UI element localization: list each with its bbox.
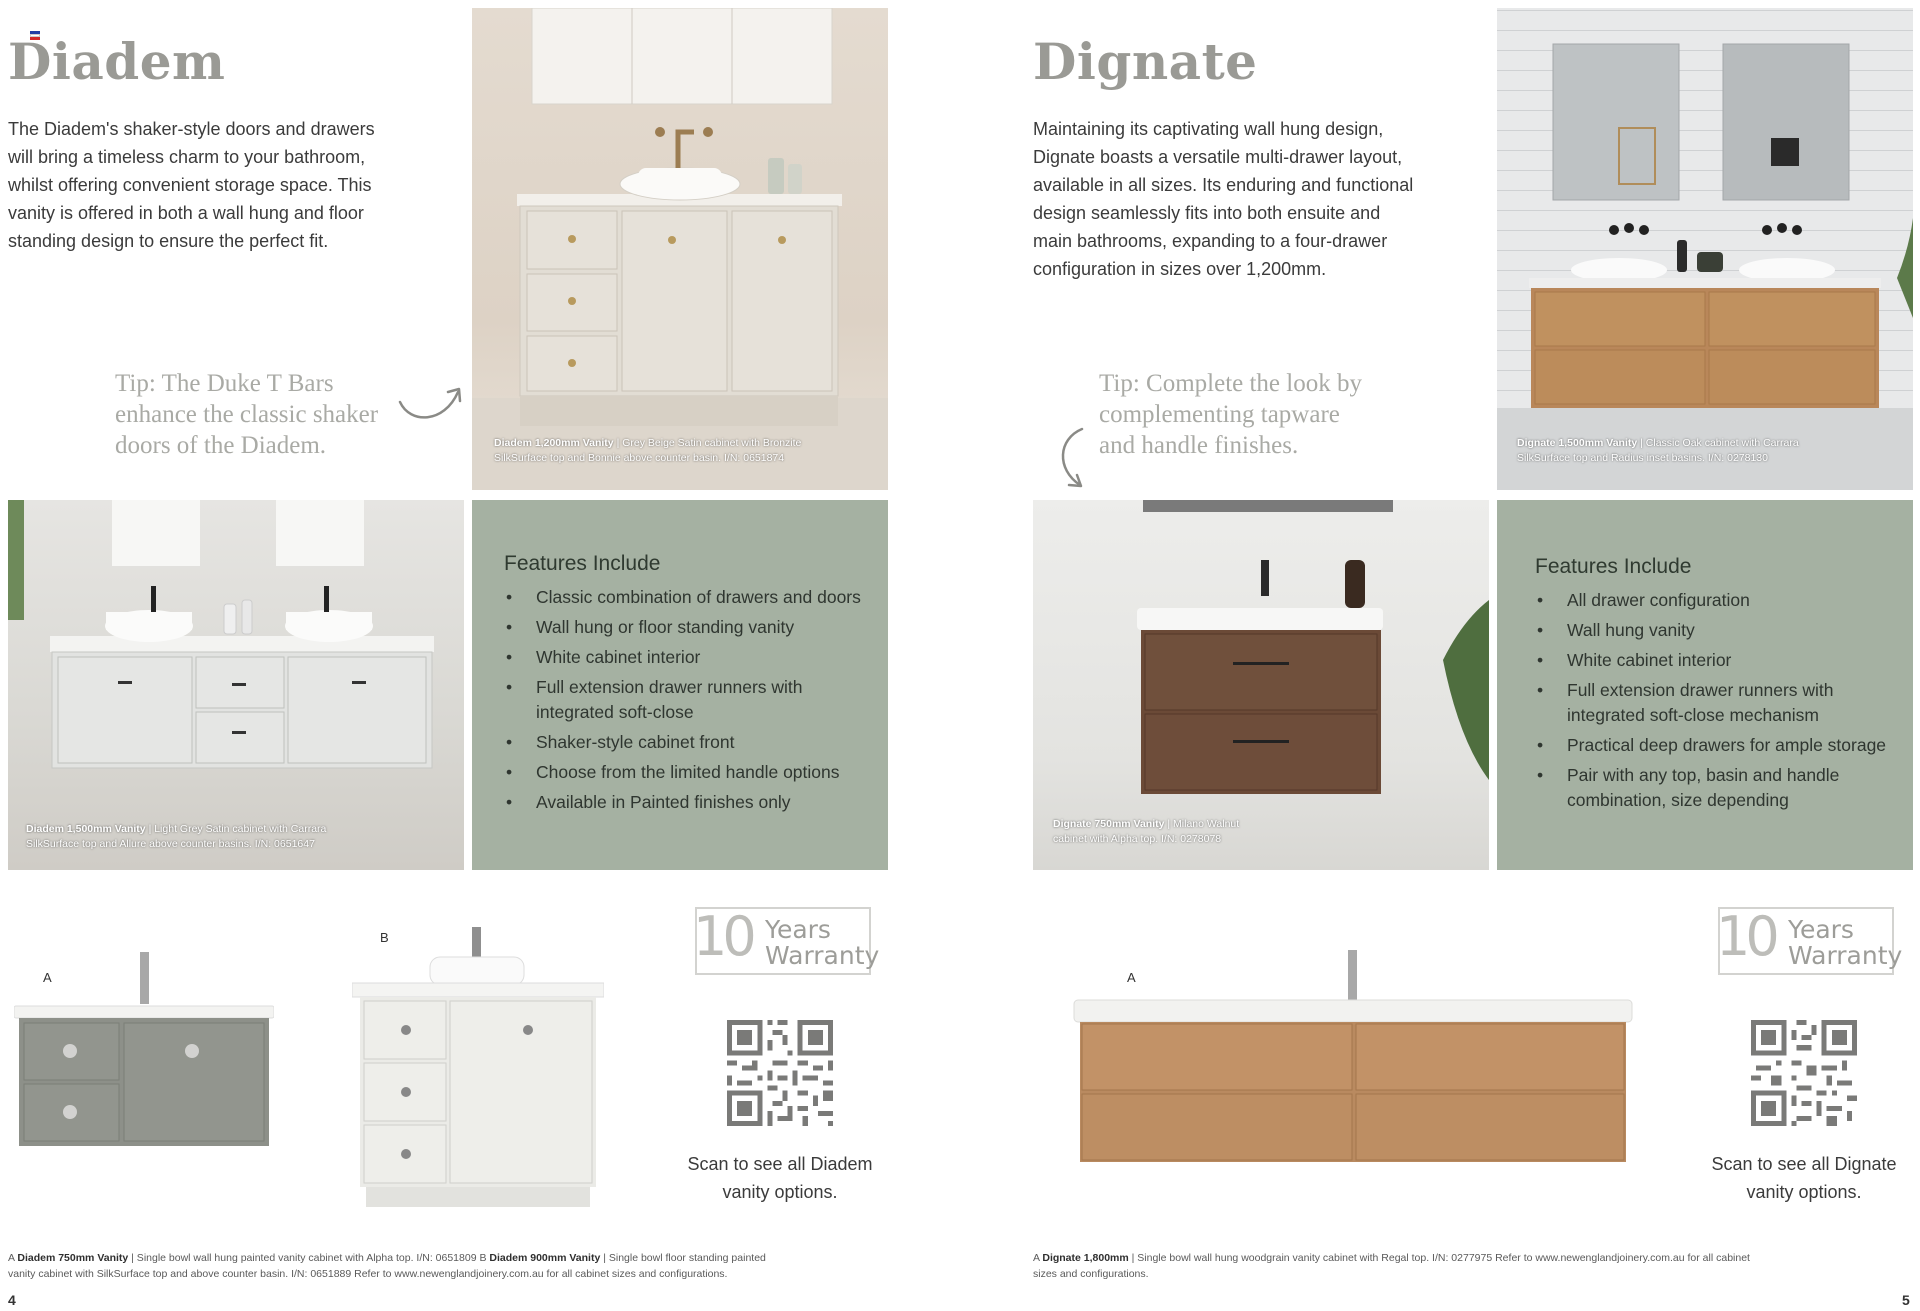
product-label-b: B bbox=[380, 930, 389, 945]
product-diadem-750 bbox=[14, 950, 274, 1180]
footer-note-diadem bbox=[8, 1250, 908, 1282]
intro-line: available in all sizes. Its enduring and functional bbox=[1033, 175, 1414, 195]
tip-line: complementing tapware bbox=[1099, 401, 1340, 428]
caption-line2: cabinet with Alpha top. I/N: 0278078 bbox=[1053, 833, 1222, 845]
scan-line: vanity options. bbox=[722, 1182, 838, 1202]
intro-line: configuration in sizes over 1,200mm. bbox=[1033, 259, 1327, 279]
feature-item: • Full extension drawer runners with integrated soft-close bbox=[504, 675, 874, 725]
feature-item: • Shaker-style cabinet front bbox=[504, 730, 874, 755]
warranty-badge bbox=[1716, 905, 1903, 975]
scan-text-dignate bbox=[1692, 1150, 1916, 1206]
footer-text: | Single bowl floor standing painted bbox=[600, 1252, 766, 1264]
features-list bbox=[1535, 588, 1905, 818]
intro-line: will bring a timeless charm to your bathroom, bbox=[8, 147, 366, 167]
feature-item: • Practical deep drawers for ample storage bbox=[1535, 733, 1905, 758]
feature-item: • White cabinet interior bbox=[1535, 648, 1905, 673]
tip-line: doors of the Diadem. bbox=[115, 432, 327, 459]
curved-arrow-icon bbox=[396, 380, 466, 430]
vanity-illustration bbox=[1497, 8, 1913, 490]
caption-bold: Dignate 1,500mm Vanity bbox=[1517, 437, 1638, 449]
feature-item: • Wall hung or floor standing vanity bbox=[504, 615, 874, 640]
photo-caption bbox=[494, 436, 884, 466]
tip-line: enhance the classic shaker bbox=[115, 401, 379, 428]
intro-diadem bbox=[8, 115, 428, 255]
caption-bold: Dignate 750mm Vanity bbox=[1053, 818, 1165, 830]
footer-line2: vanity cabinet with SilkSurface top and above counter basin. I/N: 0651889 Refer to www.newenglandjoinery.com.au for all cabinet sizes and configurations. bbox=[8, 1268, 728, 1280]
page-number-right: 5 bbox=[1902, 1292, 1910, 1308]
caption-line2: SilkSurface top and Allure above counter basins. I/N: 0651647 bbox=[26, 838, 315, 850]
scan-line: Scan to see all Diadem bbox=[687, 1154, 873, 1174]
tip-dignate bbox=[1099, 368, 1489, 461]
tip-diadem bbox=[115, 368, 425, 461]
warranty-number: 10 bbox=[693, 905, 752, 968]
footer-marker: B bbox=[479, 1252, 487, 1264]
feature-item: • Choose from the limited handle options bbox=[504, 760, 874, 785]
product-dignate-1800 bbox=[1070, 948, 1636, 1168]
feature-item: • Full extension drawer runners with integrated soft-close mechanism bbox=[1535, 678, 1905, 728]
footer-text: | Single bowl wall hung painted vanity cabinet with Alpha top. I/N: 0651809 bbox=[128, 1252, 477, 1264]
features-heading: Features Include bbox=[1535, 555, 1692, 578]
features-heading: Features Include bbox=[504, 552, 661, 575]
footer-marker: A bbox=[8, 1252, 15, 1264]
intro-line: Maintaining its captivating wall hung design, bbox=[1033, 119, 1384, 139]
photo-diadem-1200 bbox=[472, 8, 888, 490]
intro-line: whilst offering convenient storage space. This bbox=[8, 175, 372, 195]
tip-line: Tip: Complete the look by bbox=[1099, 370, 1362, 397]
footer-line2: sizes and configurations. bbox=[1033, 1268, 1149, 1280]
caption-rest: | Classic Oak cabinet with Carrara bbox=[1637, 437, 1799, 449]
caption-rest: | Grey Beige Satin cabinet with Bronzite bbox=[613, 437, 802, 449]
vanity-illustration bbox=[472, 8, 888, 490]
vanity-illustration bbox=[1033, 500, 1489, 870]
intro-dignate bbox=[1033, 115, 1473, 283]
footer-bold: Diadem 900mm Vanity bbox=[489, 1252, 601, 1264]
page-number-left: 4 bbox=[8, 1292, 16, 1308]
product-diadem-900 bbox=[352, 925, 604, 1210]
page-title-dignate: Dignate bbox=[1033, 32, 1258, 91]
qr-code-dignate[interactable] bbox=[1751, 1020, 1857, 1126]
caption-bold: Diadem 1,500mm Vanity bbox=[26, 823, 146, 835]
caption-rest: | Light Grey Satin cabinet with Carrara bbox=[145, 823, 327, 835]
features-panel-diadem bbox=[472, 500, 888, 870]
intro-line: design seamlessly fits into both ensuite and bbox=[1033, 203, 1381, 223]
product-label-a: A bbox=[1127, 970, 1136, 985]
warranty-number: 10 bbox=[1716, 905, 1775, 968]
intro-line: Dignate boasts a versatile multi-drawer layout, bbox=[1033, 147, 1403, 167]
features-list bbox=[504, 585, 874, 820]
intro-line: standing design to ensure the perfect fit. bbox=[8, 231, 329, 251]
warranty-years: Years bbox=[1788, 915, 1854, 944]
curved-arrow-icon bbox=[1050, 425, 1100, 493]
warranty-word: Warranty bbox=[765, 941, 880, 970]
product-label-a: A bbox=[43, 970, 52, 985]
intro-line: vanity is offered in both a wall hung and floor bbox=[8, 203, 364, 223]
footer-note-dignate bbox=[1033, 1250, 1913, 1282]
photo-dignate-750 bbox=[1033, 500, 1489, 870]
tip-line: and handle finishes. bbox=[1099, 432, 1299, 459]
intro-line: main bathrooms, expanding to a four-drawer bbox=[1033, 231, 1388, 251]
footer-bold: Dignate 1,800mm bbox=[1042, 1252, 1129, 1264]
qr-code-diadem[interactable] bbox=[727, 1020, 833, 1126]
warranty-word: Warranty bbox=[1788, 941, 1903, 970]
feature-item: • White cabinet interior bbox=[504, 645, 874, 670]
caption-rest: | Milano Walnut bbox=[1164, 818, 1240, 830]
footer-bold: Diadem 750mm Vanity bbox=[17, 1252, 129, 1264]
caption-line2: SilkSurface top and Bonnie above counter basin. I/N: 0651874 bbox=[494, 452, 785, 464]
tip-line: Tip: The Duke T Bars bbox=[115, 370, 334, 397]
feature-item: • Pair with any top, basin and handle combination, size depending bbox=[1535, 763, 1905, 813]
caption-line2: SilkSurface top and Radius inset basins. I/N: 0278130 bbox=[1517, 452, 1768, 464]
warranty-years: Years bbox=[765, 915, 831, 944]
photo-dignate-1500 bbox=[1497, 8, 1913, 490]
scan-line: vanity options. bbox=[1746, 1182, 1862, 1202]
photo-caption bbox=[26, 822, 456, 852]
scan-text-diadem bbox=[668, 1150, 892, 1206]
photo-caption bbox=[1517, 436, 1907, 466]
photo-diadem-1500 bbox=[8, 500, 464, 870]
footer-marker: A bbox=[1033, 1252, 1040, 1264]
photo-caption bbox=[1053, 817, 1483, 847]
caption-bold: Diadem 1,200mm Vanity bbox=[494, 437, 614, 449]
features-panel-dignate bbox=[1497, 500, 1913, 870]
feature-item: • All drawer configuration bbox=[1535, 588, 1905, 613]
page-title-diadem: Diadem bbox=[8, 32, 226, 91]
feature-item: • Available in Painted finishes only bbox=[504, 790, 874, 815]
warranty-badge bbox=[693, 905, 880, 975]
feature-item: • Classic combination of drawers and doors bbox=[504, 585, 874, 610]
feature-item: • Wall hung vanity bbox=[1535, 618, 1905, 643]
footer-text: | Single bowl wall hung woodgrain vanity cabinet with Regal top. I/N: 0277975 Refer to www.newenglandjoinery.com.au for all cabinet bbox=[1128, 1252, 1750, 1264]
scan-line: Scan to see all Dignate bbox=[1711, 1154, 1897, 1174]
vanity-illustration bbox=[8, 500, 464, 870]
intro-line: The Diadem's shaker-style doors and drawers bbox=[8, 119, 375, 139]
